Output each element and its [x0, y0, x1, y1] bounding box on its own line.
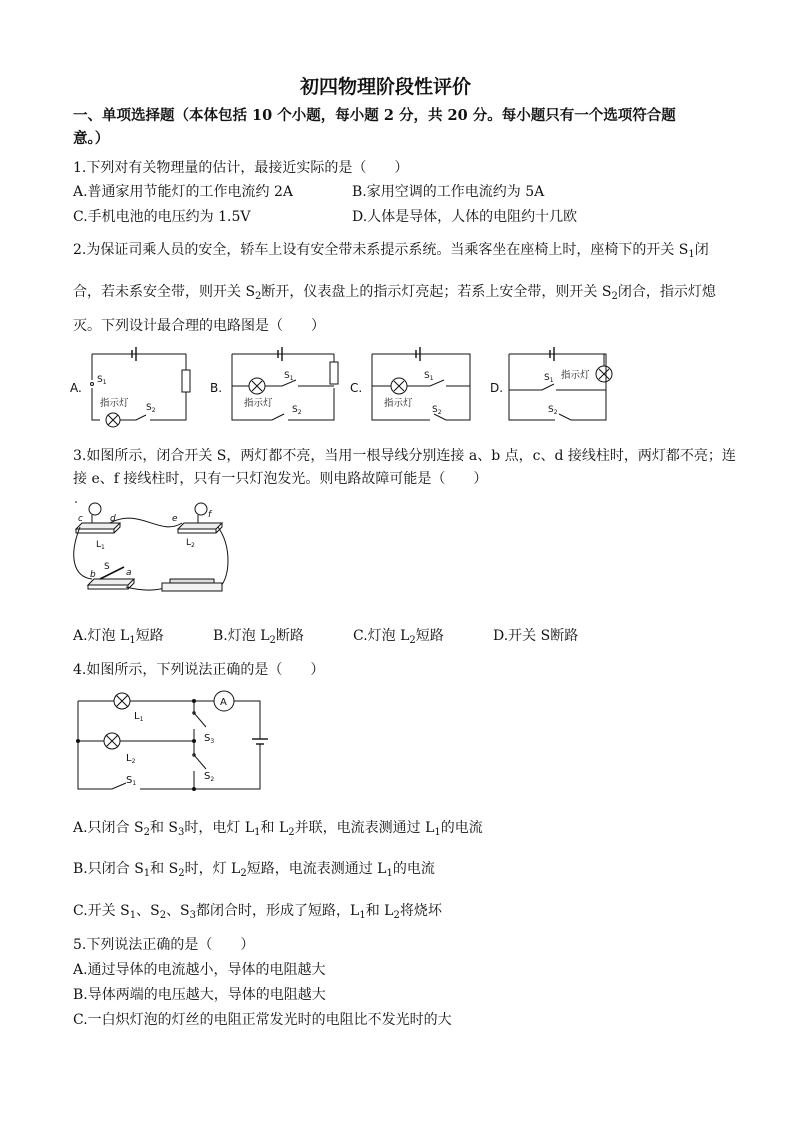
q4-label-l1: $L_1$ — [134, 711, 144, 723]
q2-a-lamp-text: 指示灯 — [100, 398, 129, 409]
q2-circuit-options — [66, 340, 656, 432]
q3-label-c: c — [78, 514, 83, 524]
q3-label-a: a — [126, 568, 132, 578]
q3-line1: 3.如图所示，闭合开关 S，两灯都不亮，当用一根导线分别连接 a、b 点，c、d 接线柱时，两灯都不亮；连 — [73, 448, 736, 464]
q3-line2: 接 e、f 接线柱时，只有一只灯泡发光。则电路故障可能是（ ） — [73, 471, 488, 487]
q3-label-l2: $L_2$ — [186, 538, 195, 549]
q3-label-b: b — [90, 570, 96, 580]
q4-circuit-figure — [70, 683, 270, 797]
page-title: 初四物理阶段性评价 — [300, 76, 472, 98]
q3-option-d: D.开关 S断路 — [493, 628, 579, 644]
q2-a-s2: $S_2$ — [146, 403, 156, 414]
q3-label-f: f — [208, 510, 212, 520]
q4-label-s1: $S_1$ — [126, 775, 137, 787]
q2-circuit-c — [372, 347, 470, 420]
q2-circuit-c-label: C. — [350, 381, 363, 395]
q1-option-d: D.人体是导体，人体的电阻约十几欧 — [352, 209, 578, 225]
q2-circuit-a — [91, 347, 191, 427]
q2-circuit-d — [509, 347, 612, 420]
q5-option-b: B.导体两端的电压越大，导体的电阻越大 — [73, 987, 326, 1003]
q3-label-l1: $L_1$ — [96, 540, 105, 551]
q5-stem: 5.下列说法正确的是（ ） — [73, 937, 255, 953]
q3-option-c: C.灯泡 $L_2$短路 — [353, 628, 444, 646]
q3-label-s: S — [104, 562, 110, 572]
q2-d-lamp-text: 指示灯 — [561, 370, 590, 381]
q2-b-s2: $S_2$ — [292, 405, 302, 416]
q4-stem: 4.如图所示，下列说法正确的是（ ） — [73, 662, 325, 678]
q4-label-l2: $L_2$ — [126, 753, 136, 765]
q4-label-s3: $S_3$ — [204, 733, 215, 745]
q2-b-lamp-text: 指示灯 — [244, 398, 273, 409]
q1-option-a: A.普通家用节能灯的工作电流约 2A — [73, 184, 294, 200]
q3-label-e: e — [172, 514, 178, 524]
q1-stem: 1.下列对有关物理量的估计，最接近实际的是（ ） — [73, 160, 409, 176]
q4-label-s2: $S_2$ — [204, 771, 215, 783]
q4-option-b: B.只闭合 $S_1$和 $S_2$时，灯 $L_2$短路，电流表测通过 $L_1$的电流 — [73, 861, 435, 879]
q3-option-a: A.灯泡 $L_1$短路 — [73, 628, 164, 646]
q2-circuit-a-label: A. — [70, 381, 82, 395]
q2-circuit-b — [232, 347, 338, 420]
q4-option-a: A.只闭合 $S_2$和 $S_3$时，电灯 $L_1$和 $L_2$并联，电流表测通过 $L_1$的电流 — [73, 820, 483, 838]
q2-line3: 灭。下列设计最合理的电路图是（ ） — [73, 318, 325, 334]
section-heading-line1: 一、单项选择题（本体包括 10 个小题，每小题 2 分，共 20 分。每小题只有一个选项符合题 — [73, 107, 676, 124]
q2-a-s1: $S_1$ — [97, 375, 107, 386]
q2-c-s1: $S_1$ — [424, 371, 434, 382]
q4-ammeter-label: A — [220, 697, 227, 708]
q2-b-s1: $S_1$ — [284, 371, 294, 382]
q2-d-s2: $S_2$ — [548, 405, 558, 416]
section-heading-line2: 意。） — [73, 130, 110, 147]
q3-label-d: d — [110, 514, 116, 524]
q4-option-c: C.开关 $S_1$、$S_2$、$S_3$都闭合时，形成了短路，$L_1$和 $L_2$将烧坏 — [73, 903, 442, 921]
q2-circuit-d-label: D. — [490, 381, 504, 395]
q2-line1: 2.为保证司乘人员的安全，轿车上设有安全带未系提示系统。当乘客坐在座椅上时，座椅下的开关 $S_1$闭 — [73, 242, 709, 260]
q2-c-s2: $S_2$ — [432, 405, 442, 416]
q3-circuit-figure — [70, 497, 240, 605]
q2-circuit-b-label: B. — [210, 381, 223, 395]
q2-d-s1: $S_1$ — [544, 373, 554, 384]
q1-option-c: C.手机电池的电压约为 1.5V — [73, 209, 251, 225]
q2-c-lamp-text: 指示灯 — [384, 398, 413, 409]
q2-line2: 合，若未系安全带，则开关 $S_2$断开，仪表盘上的指示灯亮起；若系上安全带，则开关 $S_2$闭合，指示灯熄 — [73, 284, 716, 302]
q5-option-c: C.一白炽灯泡的灯丝的电阻正常发光时的电阻比不发光时的大 — [73, 1012, 452, 1028]
q3-option-b: B.灯泡 $L_2$断路 — [213, 628, 304, 646]
q5-option-a: A.通过导体的电流越小，导体的电阻越大 — [73, 962, 326, 978]
q1-option-b: B.家用空调的工作电流约为 5A — [352, 184, 545, 200]
